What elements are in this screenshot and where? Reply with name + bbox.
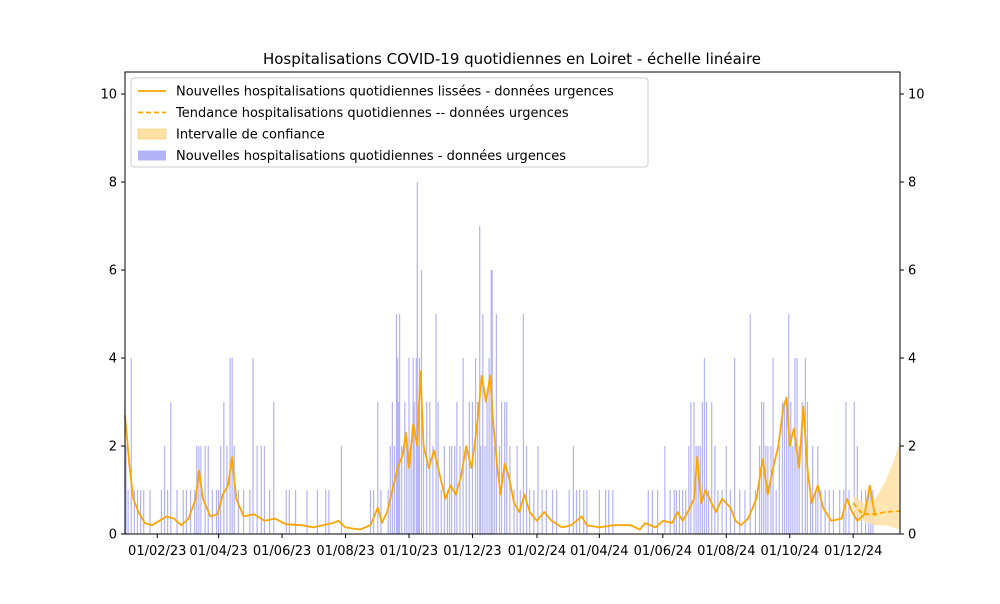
bar — [744, 490, 745, 534]
bar — [479, 226, 480, 534]
bar — [223, 402, 224, 534]
bar — [790, 402, 791, 534]
y-tick-label-left: 0 — [108, 527, 117, 543]
bar — [208, 446, 209, 534]
y-tick-label-right: 10 — [908, 87, 925, 103]
bar — [186, 490, 187, 534]
bar — [451, 446, 452, 534]
bar — [328, 490, 329, 534]
bar — [750, 314, 751, 534]
bar — [685, 490, 686, 534]
x-tick-label: 01/04/24 — [570, 544, 629, 559]
bar — [670, 490, 671, 534]
bar — [730, 490, 731, 534]
bar — [380, 490, 381, 534]
bar — [714, 446, 715, 534]
x-tick-label: 01/08/23 — [316, 544, 375, 559]
bar — [648, 490, 649, 534]
bar — [583, 490, 584, 534]
bar — [484, 446, 485, 534]
x-tick-label: 01/10/23 — [379, 544, 439, 559]
bar — [170, 402, 171, 534]
bar — [286, 490, 287, 534]
bar — [418, 446, 419, 534]
bar — [435, 314, 436, 534]
bar — [273, 402, 274, 534]
bar — [517, 446, 518, 534]
bar — [212, 490, 213, 534]
bar — [426, 402, 427, 534]
bar — [125, 446, 126, 534]
bar — [755, 490, 756, 534]
legend-label: Tendance hospitalisations quotidiennes -- données urgences — [176, 106, 569, 121]
x-tick-label: 01/12/24 — [823, 544, 883, 559]
bar — [501, 402, 502, 534]
bar — [341, 446, 342, 534]
bar — [480, 446, 481, 534]
bar — [454, 446, 455, 534]
y-tick-label-left: 10 — [100, 87, 117, 103]
bar — [462, 358, 463, 534]
bar — [394, 446, 395, 534]
bar — [390, 446, 391, 534]
bar — [722, 490, 723, 534]
bar — [232, 358, 233, 534]
bar — [682, 490, 683, 534]
y-tick-label-right: 6 — [908, 263, 917, 279]
bar — [370, 490, 371, 534]
bar — [679, 490, 680, 534]
bar — [466, 446, 467, 534]
x-tick-label: 01/04/23 — [189, 544, 248, 559]
bar — [392, 402, 393, 534]
bar — [377, 402, 378, 534]
bar — [261, 446, 262, 534]
bar — [414, 402, 415, 534]
confidence-band — [853, 442, 900, 530]
bar — [612, 490, 613, 534]
y-axis-right — [900, 88, 925, 543]
bar — [509, 446, 510, 534]
bar — [717, 490, 718, 534]
bar — [576, 490, 577, 534]
y-tick-label-left: 8 — [108, 175, 117, 191]
legend-swatch-bars — [138, 151, 166, 161]
bar — [779, 446, 780, 534]
bar — [220, 446, 221, 534]
bar — [573, 446, 574, 534]
bar — [772, 358, 773, 534]
bar — [734, 358, 735, 534]
bar — [839, 490, 840, 534]
bar — [482, 314, 483, 534]
legend-label: Intervalle de confiance — [176, 127, 325, 143]
bar — [706, 402, 707, 534]
bar — [845, 402, 846, 534]
bar — [289, 490, 290, 534]
bar — [556, 490, 557, 534]
bar — [249, 490, 250, 534]
bar — [674, 490, 675, 534]
y-axis-left — [100, 88, 125, 543]
legend-label: Nouvelles hospitalisations quotidiennes - données urgences — [176, 149, 566, 164]
bar — [792, 446, 793, 534]
bar — [726, 446, 727, 534]
bar — [432, 446, 433, 534]
bar — [238, 490, 239, 534]
bar — [404, 402, 405, 534]
bar — [542, 490, 543, 534]
bar — [176, 490, 177, 534]
bar — [167, 490, 168, 534]
bar — [533, 490, 534, 534]
bar — [229, 358, 230, 534]
confidence-band-layer — [853, 442, 900, 530]
bar — [759, 446, 760, 534]
bar — [252, 358, 253, 534]
y-tick-label-right: 0 — [908, 527, 917, 543]
bar — [815, 490, 816, 534]
bar — [257, 446, 258, 534]
bar — [608, 490, 609, 534]
y-tick-label-left: 4 — [108, 351, 117, 367]
bar — [688, 446, 689, 534]
bar — [396, 314, 397, 534]
bar — [456, 402, 457, 534]
y-tick-label-right: 2 — [908, 439, 917, 455]
bar — [690, 402, 691, 534]
bar — [469, 402, 470, 534]
bar — [693, 402, 694, 534]
bar — [586, 490, 587, 534]
bar — [413, 358, 414, 534]
bar — [423, 446, 424, 534]
bar — [833, 490, 834, 534]
y-tick-label-right: 4 — [908, 351, 917, 367]
bar — [711, 402, 712, 534]
bar — [140, 490, 141, 534]
bar — [325, 490, 326, 534]
bar — [269, 490, 270, 534]
legend-label: Nouvelles hospitalisations quotidiennes lissées - données urgences — [176, 84, 614, 100]
bar — [183, 490, 184, 534]
x-tick-label: 01/08/24 — [697, 544, 756, 559]
bar — [486, 402, 487, 534]
y-tick-label-left: 2 — [108, 439, 117, 455]
bar — [441, 490, 442, 534]
bar — [306, 490, 307, 534]
bar — [408, 358, 409, 534]
x-tick-label: 01/06/24 — [633, 544, 693, 559]
y-tick-label-right: 8 — [908, 175, 917, 191]
x-tick-label: 01/06/23 — [252, 544, 312, 559]
bar — [829, 490, 830, 534]
bar — [373, 490, 374, 534]
legend-swatch-confidence — [138, 129, 166, 139]
bar — [128, 490, 129, 534]
y-tick-label-left: 6 — [108, 263, 117, 279]
bar — [569, 490, 570, 534]
bar — [226, 446, 227, 534]
bar — [526, 446, 527, 534]
chart-title: Hospitalisations COVID-19 quotidiennes en Loiret - échelle linéaire — [262, 50, 762, 68]
bar — [399, 314, 400, 534]
bar — [812, 446, 813, 534]
x-tick-label: 01/12/23 — [443, 544, 502, 559]
bar — [149, 490, 150, 534]
x-axis — [128, 534, 882, 559]
bar — [459, 446, 460, 534]
bar — [770, 446, 771, 534]
legend — [131, 78, 648, 167]
bar — [786, 402, 787, 534]
bar — [765, 446, 766, 534]
bar — [164, 446, 165, 534]
bar — [161, 490, 162, 534]
x-tick-label: 01/02/24 — [507, 544, 567, 559]
bar — [704, 358, 705, 534]
bar — [496, 314, 497, 534]
bar — [552, 490, 553, 534]
bar — [546, 490, 547, 534]
bar — [739, 490, 740, 534]
bar — [784, 402, 785, 534]
bar — [198, 446, 199, 534]
bar — [652, 490, 653, 534]
x-tick-label: 01/02/23 — [128, 544, 187, 559]
bar — [143, 490, 144, 534]
bar — [216, 490, 217, 534]
bar — [494, 446, 495, 534]
bar — [579, 490, 580, 534]
bar — [776, 490, 777, 534]
lines-layer — [125, 371, 900, 529]
bar — [702, 402, 703, 534]
bar — [205, 446, 206, 534]
x-tick-label: 01/10/24 — [760, 544, 819, 559]
bar — [657, 490, 658, 534]
bar — [243, 490, 244, 534]
bar — [131, 358, 132, 534]
bar — [417, 182, 418, 534]
bar — [848, 490, 849, 534]
bar — [295, 490, 296, 534]
bar — [397, 358, 398, 534]
